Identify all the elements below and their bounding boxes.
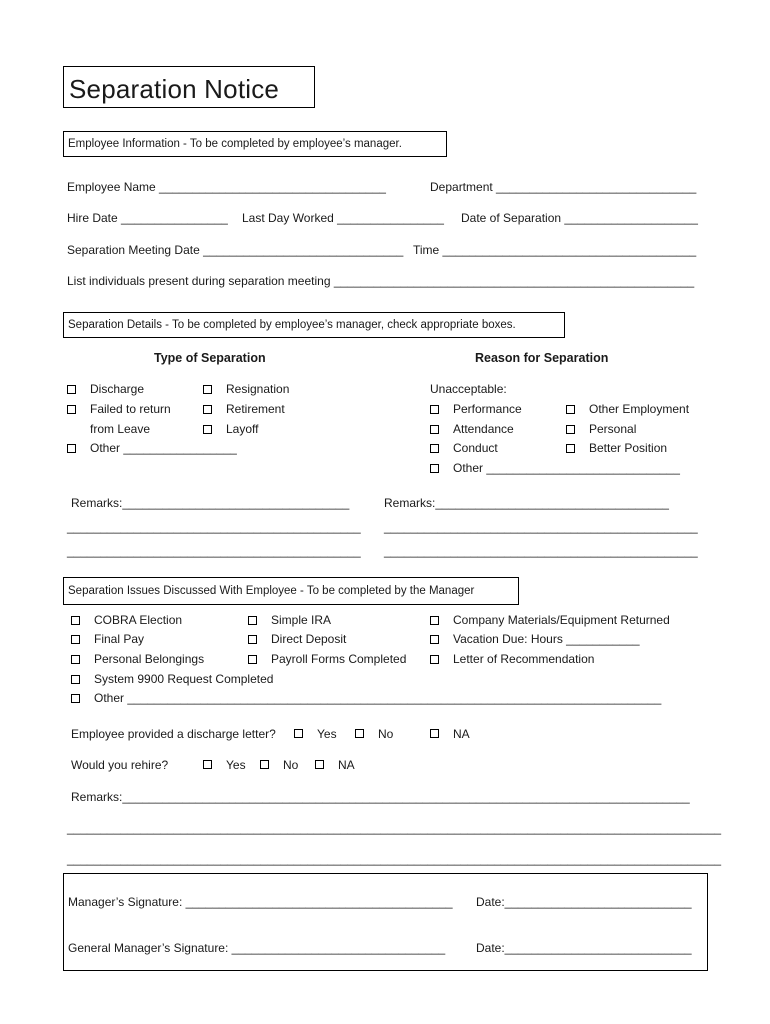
cobra-label: COBRA Election (94, 613, 183, 627)
type-other-field[interactable]: Other _________________ (90, 441, 237, 455)
payroll-forms-label: Payroll Forms Completed (271, 652, 407, 666)
simple-ira-checkbox[interactable] (248, 616, 257, 625)
direct-deposit-label: Direct Deposit (271, 632, 347, 646)
cobra-checkbox[interactable] (71, 616, 80, 625)
direct-deposit-checkbox[interactable] (248, 635, 257, 644)
discharge-letter-yes-label: Yes (317, 727, 337, 741)
remarks-right-field[interactable]: Remarks:___________________________________ (384, 496, 669, 510)
gm-signature-field[interactable]: General Manager’s Signature: ________________________________ (68, 941, 446, 955)
better-position-label: Better Position (589, 441, 668, 455)
performance-label: Performance (453, 402, 522, 416)
issues-header: Separation Issues Discussed With Employee - To be completed by the Manager (68, 585, 475, 597)
personal-label: Personal (589, 422, 637, 436)
system-9900-label: System 9900 Request Completed (94, 672, 274, 686)
individuals-present-field[interactable]: List individuals present during separation meeting ______________________________________________________ (67, 274, 695, 288)
title-box (63, 66, 315, 108)
rehire-question: Would you rehire? (71, 758, 169, 772)
rehire-no-label: No (283, 758, 299, 772)
manager-date-field[interactable]: Date:____________________________ (476, 895, 692, 909)
failed-to-return-label-cont: from Leave (90, 422, 151, 436)
issues-remarks-line-3[interactable]: __________________________________________________________________________________________________ (67, 852, 722, 866)
other-employment-checkbox[interactable] (566, 405, 575, 414)
resignation-checkbox[interactable] (203, 385, 212, 394)
performance-checkbox[interactable] (430, 405, 439, 414)
vacation-due-field[interactable]: Vacation Due: Hours ___________ (453, 632, 640, 646)
hire-date-field[interactable]: Hire Date ________________ (67, 211, 228, 225)
retirement-checkbox[interactable] (203, 405, 212, 414)
better-position-checkbox[interactable] (566, 444, 575, 453)
layoff-checkbox[interactable] (203, 425, 212, 434)
remarks-left-line-3[interactable]: ____________________________________________ (67, 544, 361, 558)
company-materials-label: Company Materials/Equipment Returned (453, 613, 670, 627)
issues-remarks-field[interactable]: Remarks:_____________________________________________________________________________________ (71, 790, 690, 804)
retirement-label: Retirement (226, 402, 285, 416)
issues-other-checkbox[interactable] (71, 694, 80, 703)
separation-details-header-box (63, 312, 565, 338)
department-field[interactable]: Department ______________________________ (430, 180, 697, 194)
rehire-na-label: NA (338, 758, 355, 772)
rehire-yes-label: Yes (226, 758, 246, 772)
type-other-checkbox[interactable] (67, 444, 76, 453)
issues-other-field[interactable]: Other ________________________________________________________________________________ (94, 691, 662, 705)
final-pay-checkbox[interactable] (71, 635, 80, 644)
employee-name-field[interactable]: Employee Name __________________________________ (67, 180, 386, 194)
separation-details-header: Separation Details - To be completed by employee’s manager, check appropriate boxes. (68, 319, 516, 331)
last-day-worked-field[interactable]: Last Day Worked ________________ (242, 211, 444, 225)
manager-signature-field[interactable]: Manager’s Signature: ________________________________________ (68, 895, 453, 909)
conduct-label: Conduct (453, 441, 498, 455)
remarks-right-line-2[interactable]: _______________________________________________ (384, 520, 698, 534)
remarks-left-line-2[interactable]: ____________________________________________ (67, 520, 361, 534)
rehire-yes-checkbox[interactable] (203, 760, 212, 769)
personal-belongings-label: Personal Belongings (94, 652, 205, 666)
letter-of-recommendation-checkbox[interactable] (430, 655, 439, 664)
separation-meeting-date-field[interactable]: Separation Meeting Date ______________________________ (67, 243, 404, 257)
rehire-na-checkbox[interactable] (315, 760, 324, 769)
employee-info-header-box (63, 131, 447, 157)
type-of-separation-heading: Type of Separation (154, 351, 266, 365)
date-of-separation-field[interactable]: Date of Separation ____________________ (461, 211, 698, 225)
attendance-checkbox[interactable] (430, 425, 439, 434)
company-materials-checkbox[interactable] (430, 616, 439, 625)
attendance-label: Attendance (453, 422, 514, 436)
discharge-letter-yes-checkbox[interactable] (294, 729, 303, 738)
time-field[interactable]: Time ______________________________________ (413, 243, 697, 257)
vacation-due-checkbox[interactable] (430, 635, 439, 644)
discharge-letter-question: Employee provided a discharge letter? (71, 727, 276, 741)
other-employment-label: Other Employment (589, 402, 690, 416)
personal-belongings-checkbox[interactable] (71, 655, 80, 664)
failed-to-return-checkbox[interactable] (67, 405, 76, 414)
conduct-checkbox[interactable] (430, 444, 439, 453)
discharge-letter-na-checkbox[interactable] (430, 729, 439, 738)
personal-checkbox[interactable] (566, 425, 575, 434)
layoff-label: Layoff (226, 422, 259, 436)
final-pay-label: Final Pay (94, 632, 145, 646)
gm-date-field[interactable]: Date:____________________________ (476, 941, 692, 955)
letter-of-recommendation-label: Letter of Recommendation (453, 652, 595, 666)
rehire-no-checkbox[interactable] (260, 760, 269, 769)
failed-to-return-label: Failed to return (90, 402, 171, 416)
employee-info-header: Employee Information - To be completed by employee’s manager. (68, 138, 402, 150)
issues-remarks-line-2[interactable]: __________________________________________________________________________________________________ (67, 821, 722, 835)
signature-box (63, 873, 708, 971)
reason-other-checkbox[interactable] (430, 464, 439, 473)
discharge-checkbox[interactable] (67, 385, 76, 394)
unacceptable-label: Unacceptable: (430, 382, 507, 396)
discharge-letter-no-label: No (378, 727, 394, 741)
reason-other-field[interactable]: Other _____________________________ (453, 461, 680, 475)
remarks-left-field[interactable]: Remarks:__________________________________ (71, 496, 350, 510)
reason-for-separation-heading: Reason for Separation (475, 351, 609, 365)
system-9900-checkbox[interactable] (71, 675, 80, 684)
discharge-label: Discharge (90, 382, 145, 396)
discharge-letter-na-label: NA (453, 727, 470, 741)
resignation-label: Resignation (226, 382, 290, 396)
simple-ira-label: Simple IRA (271, 613, 332, 627)
discharge-letter-no-checkbox[interactable] (355, 729, 364, 738)
page-title: Separation Notice (69, 74, 280, 104)
remarks-right-line-3[interactable]: _______________________________________________ (384, 544, 698, 558)
issues-header-box (63, 577, 519, 605)
payroll-forms-checkbox[interactable] (248, 655, 257, 664)
